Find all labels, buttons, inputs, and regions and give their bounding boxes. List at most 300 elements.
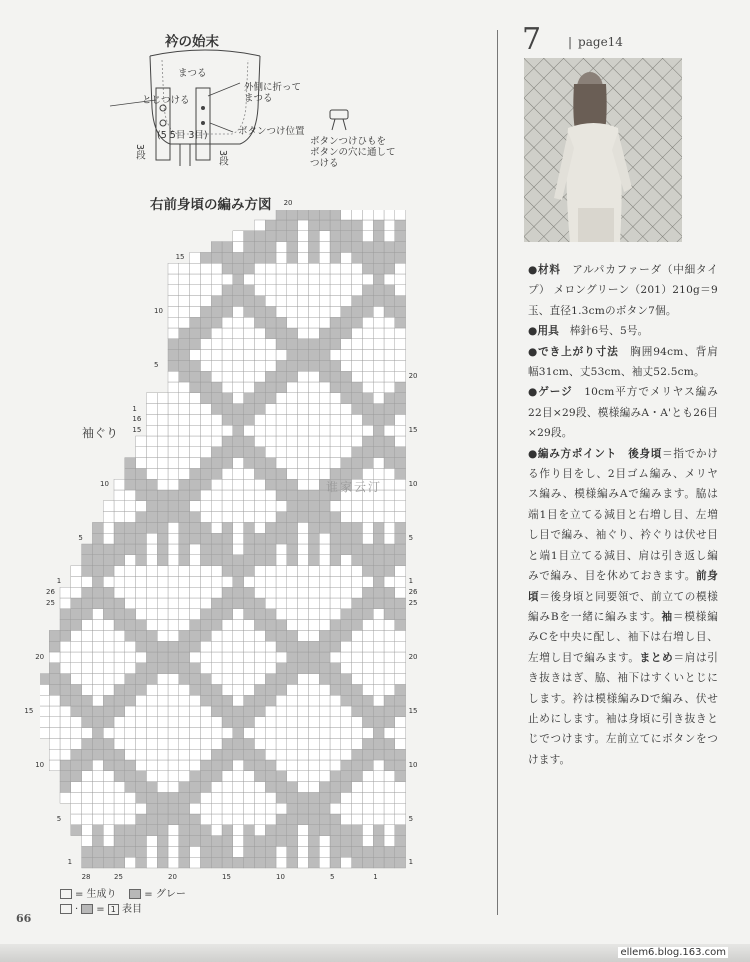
- grey-cell: [146, 479, 157, 490]
- grey-cell: [103, 695, 114, 706]
- white-cell: [157, 738, 168, 749]
- white-cell: [244, 360, 255, 371]
- white-cell: [373, 371, 384, 382]
- white-cell: [341, 717, 352, 728]
- white-cell: [352, 501, 363, 512]
- white-cell: [395, 414, 406, 425]
- white-cell: [211, 641, 222, 652]
- white-cell: [179, 695, 190, 706]
- grey-cell: [146, 825, 157, 836]
- grey-cell: [179, 544, 190, 555]
- grey-cell: [82, 706, 93, 717]
- white-cell: [179, 436, 190, 447]
- white-cell: [146, 620, 157, 631]
- white-cell: [179, 296, 190, 307]
- grey-cell: [265, 760, 276, 771]
- grey-cell: [373, 749, 384, 760]
- white-cell: [136, 609, 147, 620]
- grey-cell: [254, 706, 265, 717]
- grey-cell: [373, 738, 384, 749]
- grey-cell: [244, 296, 255, 307]
- white-cell: [168, 598, 179, 609]
- grey-cell: [190, 663, 201, 674]
- white-cell: [233, 674, 244, 685]
- white-cell: [200, 296, 211, 307]
- white-cell: [103, 652, 114, 663]
- grey-cell: [82, 749, 93, 760]
- label-matsuru: まつる: [178, 68, 207, 79]
- grey-cell: [136, 814, 147, 825]
- white-cell: [384, 210, 395, 220]
- white-cell: [190, 587, 201, 598]
- white-cell: [179, 404, 190, 415]
- grey-cell: [233, 717, 244, 728]
- grey-cell: [308, 339, 319, 350]
- grey-cell: [298, 339, 309, 350]
- grey-cell: [200, 836, 211, 847]
- white-cell: [114, 479, 125, 490]
- white-cell: [373, 393, 384, 404]
- grey-cell: [211, 393, 222, 404]
- white-cell: [211, 274, 222, 285]
- grey-cell: [233, 728, 244, 739]
- grey-cell: [60, 674, 71, 685]
- grey-cell: [233, 857, 244, 868]
- white-cell: [384, 522, 395, 533]
- white-cell: [190, 598, 201, 609]
- grey-cell: [276, 490, 287, 501]
- white-cell: [395, 263, 406, 274]
- grey-cell: [265, 317, 276, 328]
- white-cell: [168, 425, 179, 436]
- grey-cell: [103, 555, 114, 566]
- grey-cell: [373, 587, 384, 598]
- white-cell: [308, 749, 319, 760]
- white-cell: [362, 210, 373, 220]
- white-cell: [168, 576, 179, 587]
- white-cell: [308, 771, 319, 782]
- grey-cell: [254, 447, 265, 458]
- grey-cell: [200, 620, 211, 631]
- grey-cell: [373, 544, 384, 555]
- grey-cell: [179, 836, 190, 847]
- grey-cell: [341, 674, 352, 685]
- page-number: 66: [16, 912, 32, 925]
- grey-cell: [211, 468, 222, 479]
- white-cell: [341, 555, 352, 566]
- white-cell: [319, 749, 330, 760]
- white-cell: [308, 706, 319, 717]
- white-cell: [276, 803, 287, 814]
- white-cell: [395, 360, 406, 371]
- white-cell: [211, 587, 222, 598]
- white-cell: [60, 717, 71, 728]
- grey-cell: [330, 512, 341, 523]
- white-cell: [395, 814, 406, 825]
- grey-cell: [190, 620, 201, 631]
- grey-cell: [384, 760, 395, 771]
- grey-cell: [82, 609, 93, 620]
- white-cell: [114, 587, 125, 598]
- grey-cell: [200, 695, 211, 706]
- grey-cell: [341, 371, 352, 382]
- grey-cell: [211, 684, 222, 695]
- grey-cell: [352, 846, 363, 857]
- grey-cell: [384, 458, 395, 469]
- white-cell: [157, 447, 168, 458]
- grey-cell: [92, 749, 103, 760]
- grey-cell: [103, 566, 114, 577]
- white-cell: [49, 760, 60, 771]
- grey-cell: [157, 792, 168, 803]
- white-cell: [211, 630, 222, 641]
- white-cell: [265, 792, 276, 803]
- white-cell: [395, 738, 406, 749]
- grey-cell: [222, 706, 233, 717]
- grey-cell: [287, 328, 298, 339]
- grey-cell: [384, 447, 395, 458]
- white-cell: [114, 652, 125, 663]
- grey-cell: [254, 598, 265, 609]
- white-cell: [60, 728, 71, 739]
- grey-cell: [330, 792, 341, 803]
- white-cell: [298, 263, 309, 274]
- grey-cell: [211, 749, 222, 760]
- white-cell: [254, 652, 265, 663]
- grey-cell: [157, 814, 168, 825]
- white-cell: [308, 285, 319, 296]
- white-cell: [254, 360, 265, 371]
- white-cell: [200, 587, 211, 598]
- white-cell: [395, 792, 406, 803]
- grey-cell: [265, 220, 276, 231]
- white-cell: [265, 814, 276, 825]
- white-cell: [330, 285, 341, 296]
- grey-cell: [92, 836, 103, 847]
- grey-cell: [82, 717, 93, 728]
- grey-cell: [168, 501, 179, 512]
- grey-cell: [179, 339, 190, 350]
- grey-cell: [114, 760, 125, 771]
- grey-cell: [146, 630, 157, 641]
- white-cell: [190, 436, 201, 447]
- grey-cell: [341, 782, 352, 793]
- grey-cell: [222, 522, 233, 533]
- grey-cell: [190, 317, 201, 328]
- knit-symbol: 1: [108, 904, 119, 915]
- white-cell: [179, 447, 190, 458]
- white-cell: [362, 220, 373, 231]
- white-cell: [82, 814, 93, 825]
- grey-cell: [308, 825, 319, 836]
- white-cell: [40, 728, 49, 739]
- white-cell: [103, 771, 114, 782]
- grey-cell: [395, 393, 406, 404]
- grey-cell: [168, 652, 179, 663]
- grey-cell: [352, 533, 363, 544]
- grey-cell: [287, 825, 298, 836]
- grey-cell: [125, 782, 136, 793]
- white-cell: [114, 792, 125, 803]
- grey-cell: [373, 425, 384, 436]
- grey-cell: [330, 674, 341, 685]
- white-cell: [233, 641, 244, 652]
- grey-cell: [362, 447, 373, 458]
- grey-cell: [287, 339, 298, 350]
- grey-cell: [308, 490, 319, 501]
- grey-cell: [244, 242, 255, 253]
- grey-cell: [200, 544, 211, 555]
- white-cell: [265, 350, 276, 361]
- white-cell: [211, 285, 222, 296]
- white-cell: [308, 436, 319, 447]
- white-cell: [49, 749, 60, 760]
- white-cell: [362, 803, 373, 814]
- grey-cell: [308, 231, 319, 242]
- white-cell: [395, 210, 406, 220]
- white-cell: [40, 695, 49, 706]
- grey-cell: [287, 522, 298, 533]
- grey-cell: [373, 252, 384, 263]
- white-cell: [114, 728, 125, 739]
- white-cell: [211, 512, 222, 523]
- white-cell: [319, 296, 330, 307]
- row-label-right: 1: [408, 577, 414, 586]
- grey-cell: [287, 479, 298, 490]
- white-cell: [136, 447, 147, 458]
- white-cell: [190, 425, 201, 436]
- label-fold2: まつる: [244, 93, 273, 104]
- white-cell: [276, 350, 287, 361]
- grey-cell: [352, 825, 363, 836]
- white-cell: [319, 306, 330, 317]
- white-cell: [211, 576, 222, 587]
- white-cell: [168, 458, 179, 469]
- grey-cell: [254, 252, 265, 263]
- grey-cell: [352, 306, 363, 317]
- white-cell: [265, 447, 276, 458]
- grey-cell: [308, 803, 319, 814]
- grey-cell: [265, 371, 276, 382]
- white-cell: [233, 350, 244, 361]
- white-cell: [319, 274, 330, 285]
- white-cell: [319, 846, 330, 857]
- row-label-left: 10: [154, 307, 163, 316]
- white-cell: [211, 674, 222, 685]
- grey-cell: [92, 598, 103, 609]
- grey-cell: [276, 825, 287, 836]
- white-cell: [211, 803, 222, 814]
- row-label-right: 15: [408, 426, 418, 435]
- white-cell: [265, 663, 276, 674]
- grey-cell: [287, 220, 298, 231]
- white-cell: [157, 425, 168, 436]
- white-cell: [276, 274, 287, 285]
- grey-cell: [103, 598, 114, 609]
- white-cell: [233, 771, 244, 782]
- white-cell: [308, 576, 319, 587]
- grey-cell: [265, 836, 276, 847]
- white-cell: [179, 717, 190, 728]
- spec-finish-heading: まとめ: [639, 651, 674, 664]
- grey-cell: [179, 674, 190, 685]
- white-cell: [352, 210, 363, 220]
- white-cell: [330, 404, 341, 415]
- white-cell: [157, 479, 168, 490]
- white-cell: [362, 522, 373, 533]
- grey-cell: [298, 501, 309, 512]
- grey-cell: [157, 512, 168, 523]
- white-cell: [168, 836, 179, 847]
- white-cell: [222, 620, 233, 631]
- grey-cell: [254, 404, 265, 415]
- grey-cell: [92, 857, 103, 868]
- white-cell: [395, 663, 406, 674]
- white-cell: [298, 533, 309, 544]
- grey-cell: [179, 501, 190, 512]
- grey-cell: [373, 825, 384, 836]
- white-cell: [373, 695, 384, 706]
- grey-cell: [373, 263, 384, 274]
- white-cell: [168, 522, 179, 533]
- grey-cell: [244, 717, 255, 728]
- grey-cell: [395, 749, 406, 760]
- white-cell: [352, 371, 363, 382]
- white-cell: [244, 652, 255, 663]
- white-cell: [384, 652, 395, 663]
- grey-cell: [114, 771, 125, 782]
- white-cell: [157, 728, 168, 739]
- grey-cell: [211, 857, 222, 868]
- grey-cell: [157, 544, 168, 555]
- grey-cell: [254, 684, 265, 695]
- grey-cell: [373, 414, 384, 425]
- grey-cell: [179, 792, 190, 803]
- grey-cell: [114, 825, 125, 836]
- grey-cell: [341, 306, 352, 317]
- white-cell: [287, 382, 298, 393]
- grey-cell: [298, 663, 309, 674]
- white-cell: [103, 782, 114, 793]
- white-cell: [254, 576, 265, 587]
- white-cell: [308, 609, 319, 620]
- grey-cell: [308, 242, 319, 253]
- white-cell: [308, 717, 319, 728]
- grey-cell: [233, 576, 244, 587]
- white-cell: [71, 782, 82, 793]
- white-cell: [395, 587, 406, 598]
- grey-cell: [211, 382, 222, 393]
- white-cell: [298, 782, 309, 793]
- grey-cell: [341, 393, 352, 404]
- grey-cell: [233, 404, 244, 415]
- grey-cell: [276, 360, 287, 371]
- white-cell: [276, 414, 287, 425]
- white-cell: [179, 749, 190, 760]
- grey-cell: [233, 252, 244, 263]
- grey-cell: [233, 587, 244, 598]
- white-cell: [190, 274, 201, 285]
- white-cell: [362, 360, 373, 371]
- white-cell: [222, 814, 233, 825]
- white-cell: [362, 641, 373, 652]
- row-label-right: 5: [408, 815, 414, 823]
- grey-cell: [395, 598, 406, 609]
- white-cell: [222, 317, 233, 328]
- grey-cell: [168, 641, 179, 652]
- grey-cell: [211, 252, 222, 263]
- white-cell: [222, 425, 233, 436]
- white-cell: [352, 274, 363, 285]
- white-cell: [352, 512, 363, 523]
- spec-size-text: 胸囲94cm、背肩幅31cm、丈53cm、袖丈52.5cm。: [528, 345, 719, 379]
- white-cell: [200, 360, 211, 371]
- white-cell: [244, 317, 255, 328]
- grey-cell: [222, 825, 233, 836]
- white-cell: [233, 846, 244, 857]
- white-cell: [211, 792, 222, 803]
- grey-cell: [319, 360, 330, 371]
- row-label-left: 5: [154, 361, 159, 370]
- grey-cell: [136, 468, 147, 479]
- grey-cell: [287, 674, 298, 685]
- grey-cell: [308, 360, 319, 371]
- grey-cell: [308, 350, 319, 361]
- grey-cell: [276, 663, 287, 674]
- white-cell: [157, 620, 168, 631]
- grey-cell: [352, 555, 363, 566]
- grey-cell: [146, 674, 157, 685]
- white-cell: [190, 695, 201, 706]
- white-cell: [276, 404, 287, 415]
- white-cell: [222, 274, 233, 285]
- white-cell: [82, 836, 93, 847]
- grey-cell: [125, 620, 136, 631]
- white-cell: [222, 782, 233, 793]
- white-cell: [233, 836, 244, 847]
- white-cell: [125, 576, 136, 587]
- white-cell: [341, 296, 352, 307]
- grey-cell: [254, 760, 265, 771]
- grey-cell: [71, 609, 82, 620]
- white-cell: [60, 792, 71, 803]
- white-cell: [254, 522, 265, 533]
- white-cell: [265, 728, 276, 739]
- white-cell: [362, 782, 373, 793]
- grey-cell: [384, 598, 395, 609]
- white-cell: [352, 566, 363, 577]
- white-cell: [200, 263, 211, 274]
- white-cell: [168, 263, 179, 274]
- spec-gauge-text: 10cm平方でメリヤス編み22目×29段、模様編みA・A'とも26目×29段。: [528, 386, 718, 440]
- grey-cell: [298, 641, 309, 652]
- white-cell: [244, 328, 255, 339]
- white-cell: [168, 371, 179, 382]
- grey-cell: [341, 544, 352, 555]
- grey-cell: [276, 836, 287, 847]
- white-cell: [308, 684, 319, 695]
- white-cell: [179, 414, 190, 425]
- grey-cell: [244, 825, 255, 836]
- white-cell: [92, 674, 103, 685]
- grey-cell: [233, 436, 244, 447]
- white-cell: [244, 468, 255, 479]
- grey-cell: [384, 857, 395, 868]
- white-cell: [114, 490, 125, 501]
- grey-cell: [136, 825, 147, 836]
- spec-tools-text: 棒針6号、5号。: [569, 325, 649, 338]
- white-cell: [244, 620, 255, 631]
